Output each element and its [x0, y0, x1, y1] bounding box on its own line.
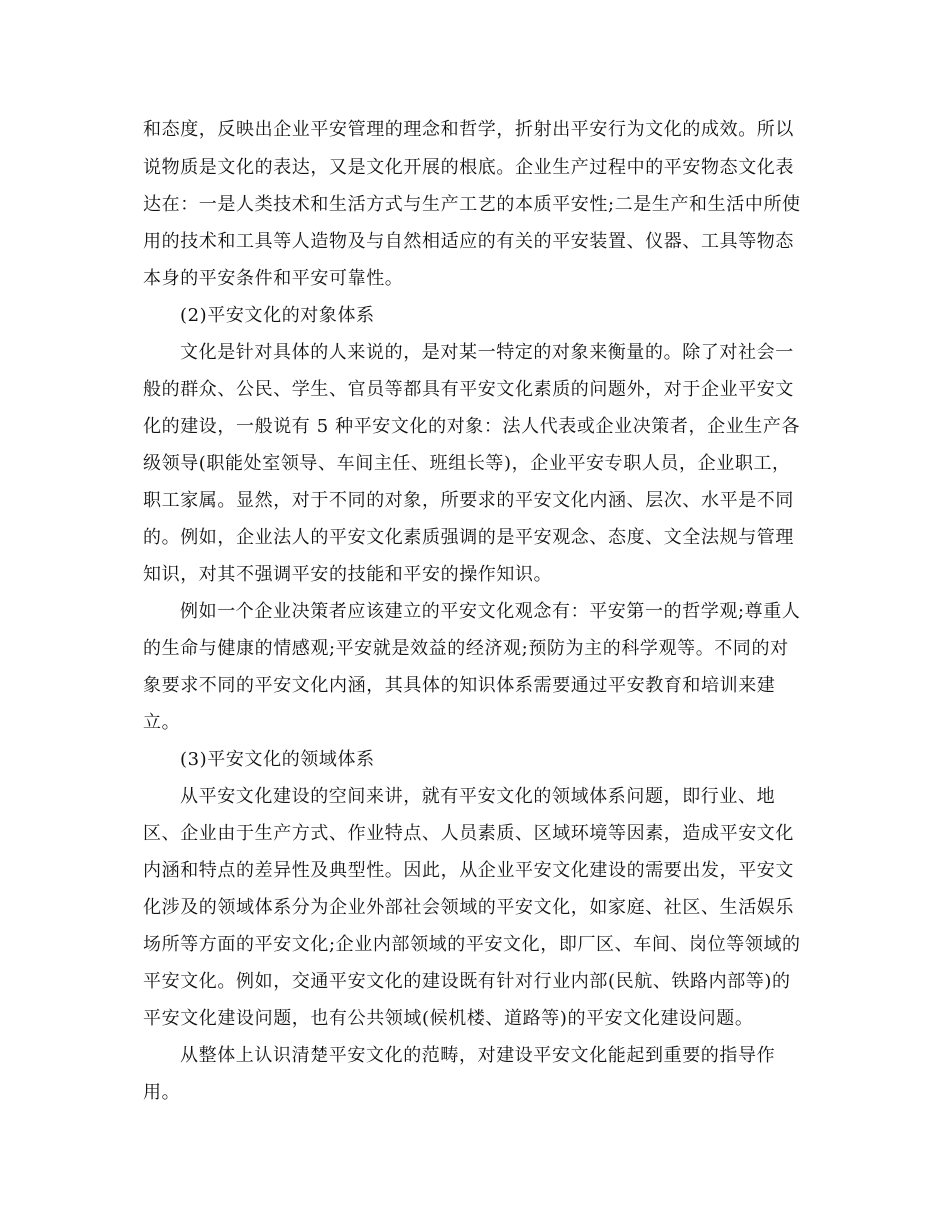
- paragraph-line: 从整体上认识清楚平安文化的范畴，对建设平安文化能起到重要的指导作: [180, 1045, 776, 1066]
- section-heading: (3)平安文化的领域体系: [180, 749, 375, 770]
- paragraph-line: 和态度，反映出企业平安管理的理念和哲学，折射出平安行为文化的成效。所以: [143, 119, 794, 140]
- paragraph-line: 本身的平安条件和平安可靠性。: [143, 268, 404, 289]
- paragraph-line: 的生命与健康的情感观;平安就是效益的经济观;预防为主的科学观等。不同的对: [143, 638, 789, 659]
- paragraph-line: 化的建设，一般说有 5 种平安文化的对象：法人代表或企业决策者，企业生产各: [143, 416, 801, 437]
- paragraph-line: 场所等方面的平安文化;企业内部领域的平安文化，即厂区、车间、岗位等领域的: [143, 934, 801, 955]
- paragraph-line: 从平安文化建设的空间来讲，就有平安文化的领域体系问题，即行业、地: [180, 786, 776, 807]
- paragraph-line: 职工家属。显然，对于不同的对象，所要求的平安文化内涵、层次、水平是不同: [143, 490, 794, 511]
- paragraph-line: 例如一个企业决策者应该建立的平安文化观念有：平安第一的哲学观;尊重人: [180, 601, 801, 622]
- paragraph-line: 象要求不同的平安文化内涵，其具体的知识体系需要通过平安教育和培训来建: [143, 675, 776, 696]
- paragraph-line: 内涵和特点的差异性及典型性。因此，从企业平安文化建设的需要出发，平安文: [143, 860, 794, 881]
- paragraph-line: 说物质是文化的表达，又是文化开展的根底。企业生产过程中的平安物态文化表: [143, 157, 794, 178]
- paragraph-line: 级领导(职能处室领导、车间主任、班组长等)，企业平安专职人员，企业职工，: [143, 453, 791, 474]
- paragraph-line: 般的群众、公民、学生、官员等都具有平安文化素质的问题外，对于企业平安文: [143, 379, 794, 400]
- paragraph-line: 化涉及的领域体系分为企业外部社会领域的平安文化，如家庭、社区、生活娱乐: [143, 897, 794, 918]
- paragraph-line: 的。例如，企业法人的平安文化素质强调的是平安观念、态度、文全法规与管理: [143, 527, 794, 548]
- paragraph-line: 平安文化。例如，交通平安文化的建设既有针对行业内部(民航、铁路内部等)的: [143, 971, 791, 992]
- paragraph-line: 文化是针对具体的人来说的，是对某一特定的对象来衡量的。除了对社会一: [180, 342, 794, 363]
- paragraph-line: 用。: [143, 1082, 181, 1103]
- paragraph-line: 用的技术和工具等人造物及与自然相适应的有关的平安装置、仪器、工具等物态: [143, 231, 794, 252]
- paragraph-line: 达在：一是人类技术和生活方式与生产工艺的本质平安性;二是生产和生活中所使: [143, 194, 801, 215]
- paragraph-line: 区、企业由于生产方式、作业特点、人员素质、区域环境等因素，造成平安文化: [143, 823, 794, 844]
- paragraph-line: 立。: [143, 712, 181, 733]
- paragraph-line: 平安文化建设问题，也有公共领域(候机楼、道路等)的平安文化建设问题。: [143, 1008, 754, 1029]
- paragraph-line: 知识，对其不强调平安的技能和平安的操作知识。: [143, 564, 553, 585]
- section-heading: (2)平安文化的对象体系: [180, 305, 375, 326]
